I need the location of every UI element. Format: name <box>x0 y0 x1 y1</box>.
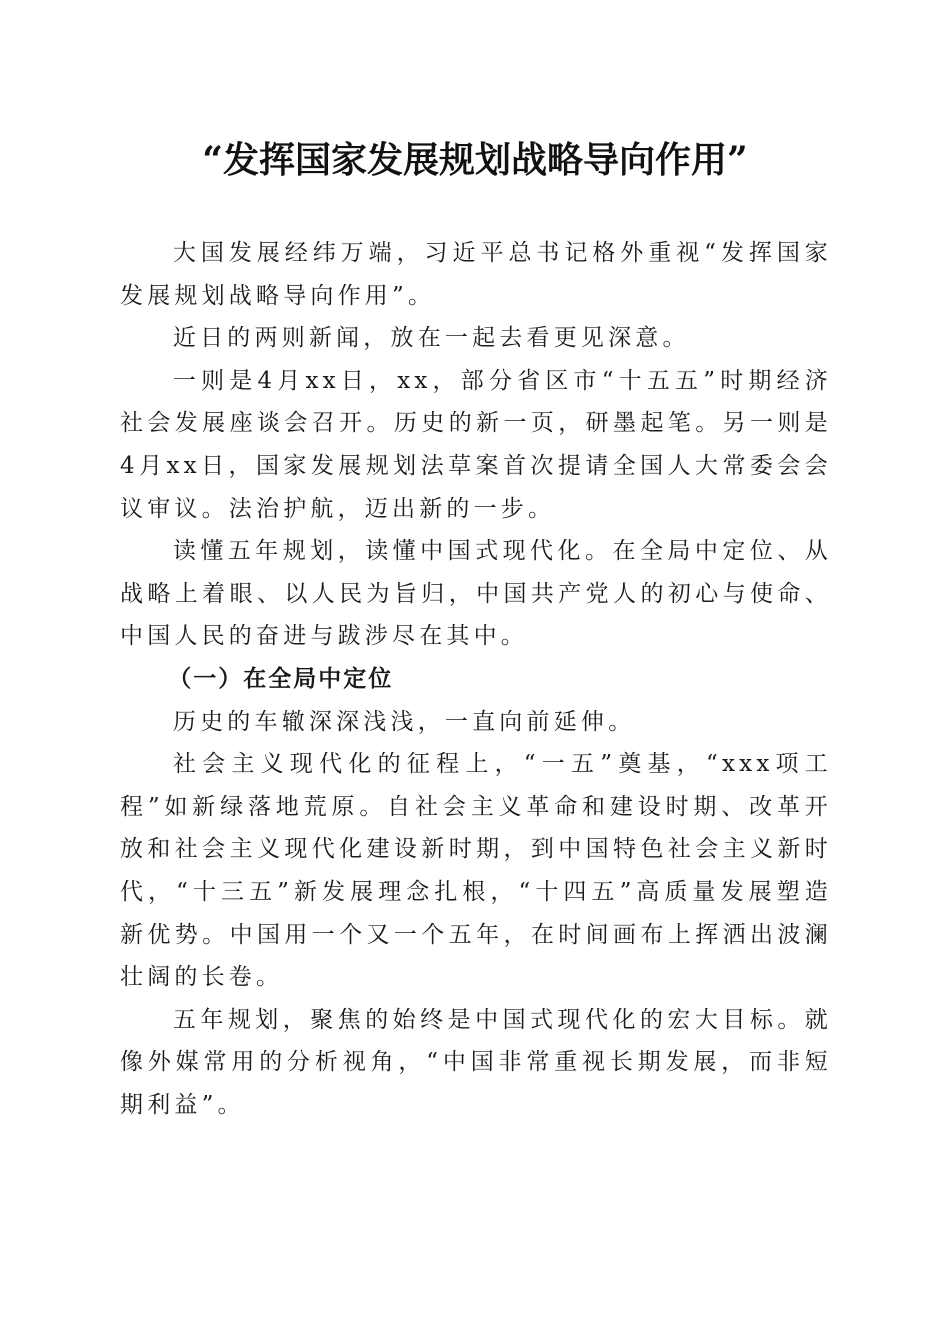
paragraph-news: 近日的两则新闻，放在一起去看更见深意。 <box>172 325 690 352</box>
paragraph-intro: 大国发展经纬万端，习近平总书记格外重视“发挥国家发展规划战略导向作用”。 <box>120 240 832 309</box>
paragraph-history: 历史的车辙深深浅浅，一直向前延伸。 <box>172 708 636 735</box>
paragraph-journey: 社会主义现代化的征程上，“一五”奠基，“xxx项工程”如新绿落地荒原。自社会主义革命和建设时期、改革开放和社会主义现代化建设新时期，到中国特色社会主义新时代，“十三五”新发展理念扎根，“十四五”高质量发展塑造新优势。中国用一个又一个五年，在时间画布上挥洒出波澜壮阔的长卷。 <box>120 751 832 991</box>
paragraph-understanding: 读懂五年规划，读懂中国式现代化。在全局中定位、从战略上着眼、以人民为旨归，中国共产党人的初心与使命、中国人民的奋进与跋涉尽在其中。 <box>120 538 832 650</box>
document-body <box>120 232 832 1126</box>
paragraph-events: 一则是4月xx日，xx，部分省区市“十五五”时期经济社会发展座谈会召开。历史的新一页，研墨起笔。另一则是4月xx日，国家发展规划法草案首次提请全国人大常委会会议审议。法治护航，迈出新的一步。 <box>120 367 832 522</box>
paragraph-goal: 五年规划，聚焦的始终是中国式现代化的宏大目标。就像外媒常用的分析视角，“中国非常重视长期发展，而非短期利益”。 <box>120 1006 832 1118</box>
section-heading: （一）在全局中定位 <box>168 664 394 692</box>
document-title: “发挥国家发展规划战略导向作用” <box>202 139 748 181</box>
